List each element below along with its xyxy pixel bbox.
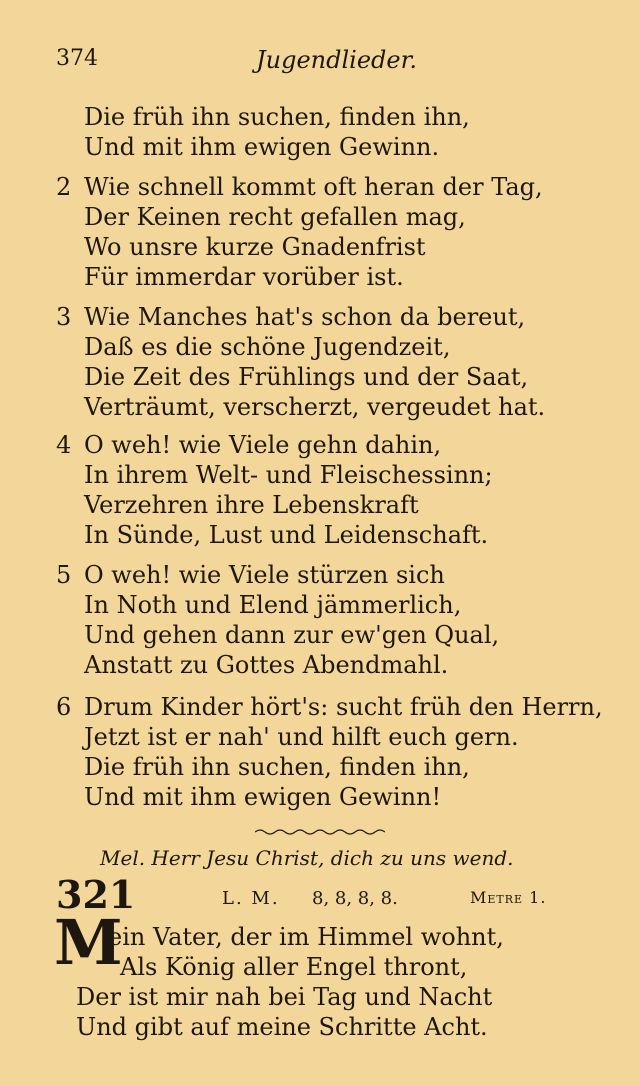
melody-line: Mel. Herr Jesu Christ, dich zu uns wend.	[100, 846, 514, 870]
verse-line: Die früh ihn suchen, finden ihn,	[84, 753, 470, 781]
verse-line: Und gehen dann zur ew'gen Qual,	[84, 621, 500, 649]
verse-line: Der ist mir nah bei Tag und Nacht	[76, 983, 493, 1011]
verse-line: Wo unsre kurze Gnadenfrist	[84, 233, 426, 261]
verse-number: 4	[56, 431, 72, 459]
verse-line: In Sünde, Lust und Leidenschaft.	[84, 521, 489, 549]
verse-line: Und mit ihm ewigen Gewinn.	[84, 133, 440, 161]
verse-number: 2	[56, 173, 72, 201]
verse-line: Die früh ihn suchen, finden ihn,	[84, 103, 470, 131]
verse-line: Daß es die schöne Jugendzeit,	[84, 333, 451, 361]
verse-line: Anstatt zu Gottes Abendmahl.	[84, 651, 449, 679]
verse-line: Verzehren ihre Lebenskraft	[84, 491, 419, 519]
verse-line: ein Vater, der im Himmel wohnt,	[108, 923, 504, 951]
meter-label: L. M.	[222, 888, 280, 909]
hymn-number: 321	[56, 872, 136, 917]
drop-cap: M	[54, 906, 123, 979]
verse-line: Wie Manches hat's schon da bereut,	[84, 303, 526, 331]
page-header	[56, 46, 576, 82]
verse-line: Drum Kinder hört's: sucht früh den Herrn,	[84, 693, 603, 721]
verse-line: Wie schnell kommt oft heran der Tag,	[84, 173, 543, 201]
verse-line: O weh! wie Viele stürzen sich	[84, 561, 445, 589]
verse-line: O weh! wie Viele gehn dahin,	[84, 431, 442, 459]
verse-line: Als König aller Engel thront,	[120, 953, 468, 981]
verse-line: In ihrem Welt- und Fleischessinn;	[84, 461, 493, 489]
verse-line: Die Zeit des Frühlings und der Saat,	[84, 363, 529, 391]
verse-line: Der Keinen recht gefallen mag,	[84, 203, 466, 231]
verse-number: 5	[56, 561, 72, 589]
verse-number: 6	[56, 693, 72, 721]
verse-line: Und gibt auf meine Schritte Acht.	[76, 1013, 488, 1041]
meter-numbers: 8, 8, 8, 8.	[312, 888, 398, 909]
verse-line: In Noth und Elend jämmerlich,	[84, 591, 462, 619]
verse-number: 3	[56, 303, 72, 331]
verse-line: Für immerdar vorüber ist.	[84, 263, 404, 291]
verse-line: Jetzt ist er nah' und hilft euch gern.	[84, 723, 519, 751]
verse-line: Verträumt, verscherzt, vergeudet hat.	[84, 393, 546, 421]
page-number: 374	[56, 46, 98, 71]
wavy-divider	[255, 828, 385, 836]
verse-line: Und mit ihm ewigen Gewinn!	[84, 783, 442, 811]
page-title: Jugendlieder.	[256, 46, 418, 74]
metre-label: Metre 1.	[470, 888, 547, 907]
